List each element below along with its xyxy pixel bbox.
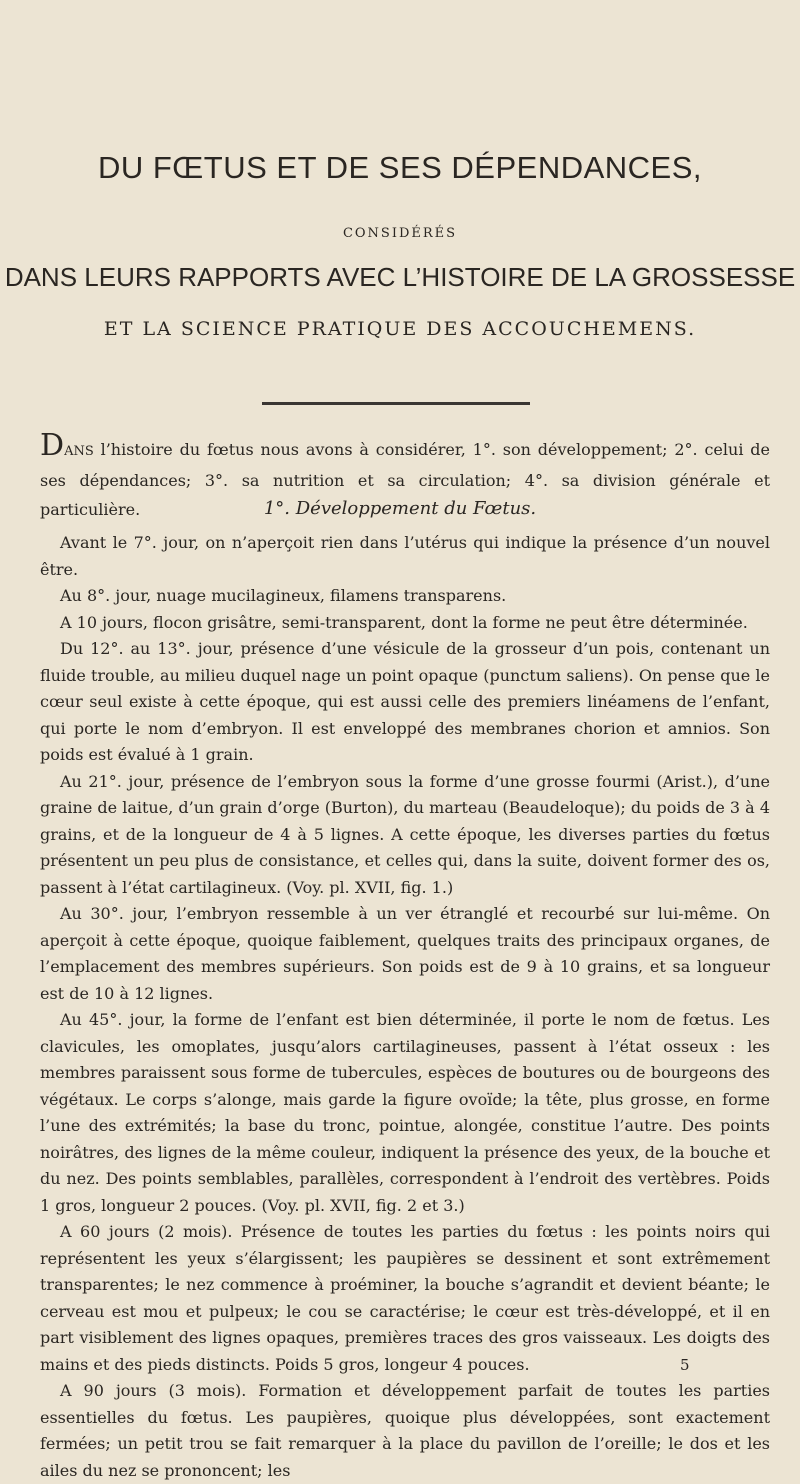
paragraph-day-60: A 60 jours (2 mois). Présence de toutes les parties du fœtus : les points noirs qui représentent les yeux s’élargissent; les paupières se dessinent et sont extrêmement transparentes; le nez commence à proéminer, la bouche s’agrandit et devient béante; le cerveau est mou et pulpeux; le cou se caractérise; le cœur est très-développé, et il en part visiblement des lignes opaques, premières traces des gros vaisseaux. Les doigts des mains et des pieds distincts. Poids 5 gros, longeur 4 pouces. — [40, 1222, 770, 1374]
subtitle: CONSIDÉRÉS — [342, 226, 458, 241]
title-line-2: DANS LEURS RAPPORTS AVEC L’HISTOIRE DE LA GROSSESSE — [4, 262, 796, 292]
title-rule — [262, 402, 530, 405]
main-title: DU FŒTUS ET DE SES DÉPENDANCES, — [97, 150, 703, 185]
paragraph-day-90: A 90 jours (3 mois). Formation et développement parfait de toutes les parties essentielles du fœtus. Les paupières, quoique plus développées, sont exactement fermées; un petit trou se fait remarquer à la place du pavillon de l’oreille; le dos et les ailes du nez se prononcent; les — [40, 1381, 770, 1480]
intro-text: l’histoire du fœtus nous avons à considérer, 1°. son développement; 2°. celui de ses dépendances; 3°. sa nutrition et sa circulation; 4°. sa division générale et particulière. — [40, 440, 770, 519]
paragraph-day-21: Au 21°. jour, présence de l’embryon sous la forme d’une grosse fourmi (Arist.), d’une graine de laitue, d’un grain d’orge (Burton), du marteau (Beaudeloque); du poids de 3 à 4 grains, et de la longueur de 4 à 5 lignes. A cette époque, les diverses parties du fœtus présentent un peu plus de consistance, et celles qui, dans la suite, doivent former des os, passent à l’état cartilagineux. (Voy. pl. XVII, fig. 1.) — [40, 771, 770, 897]
intro-smallcaps: ANS — [64, 444, 94, 459]
paragraph-day-8: Au 8°. jour, nuage mucilagineux, filamens transparens. — [60, 586, 507, 605]
body-text — [40, 530, 770, 1484]
section-title: 1°. Développement du Fœtus. — [263, 498, 537, 519]
page-number: 5 — [680, 1356, 690, 1374]
paragraph-day-12: Du 12°. au 13°. jour, présence d’une vésicule de la grosseur d’un pois, contenant un fluide trouble, au milieu duquel nage un point opaque (punctum saliens). On pense que le cœur seul existe à cette époque, qui est aussi celle des premiers linéamens de l’enfant, qui porte le nom d’embryon. Il est enveloppé des membranes chorion et amnios. Son poids est évalué à 1 grain. — [40, 639, 770, 764]
paragraph-day-7: Avant le 7°. jour, on n’aperçoit rien dans l’utérus qui indique la présence d’un nouvel être. — [40, 533, 770, 579]
drop-cap: D — [40, 428, 65, 463]
paragraph-day-30: Au 30°. jour, l’embryon ressemble à un ver étranglé et recourbé sur lui-même. On aperçoit à cette époque, quoique faiblement, quelques traits des principaux organes, de l’emplacement des membres supérieurs. Son poids est de 9 à 10 grains, et sa longueur est de 10 à 12 lignes. — [40, 904, 770, 1003]
title-line-3: ET LA SCIENCE PRATIQUE DES ACCOUCHEMENS. — [103, 318, 697, 340]
paragraph-day-45: Au 45°. jour, la forme de l’enfant est bien déterminée, il porte le nom de fœtus. Les clavicules, les omoplates, jusqu’alors cartilagineuses, passent à l’état osseux : les membres paraissent sous forme de tubercules, espèces de boutures ou de bourgeons des végétaux. Le corps s’alonge, mais garde la figure ovoïde; la tête, plus grosse, en forme l’une des extrémités; la base du tronc, pointue, alongée, constitue l’autre. Des points noirâtres, des lignes de la même couleur, indiquent la présence des yeux, de la bouche et du nez. Des points semblables, parallèles, correspondent à l’endroit des vertèbres. Poids 1 gros, longueur 2 pouces. (Voy. pl. XVII, fig. 2 et 3.) — [40, 1010, 770, 1215]
paragraph-day-10: A 10 jours, flocon grisâtre, semi-transparent, dont la forme ne peut être déterminée. — [60, 612, 748, 632]
